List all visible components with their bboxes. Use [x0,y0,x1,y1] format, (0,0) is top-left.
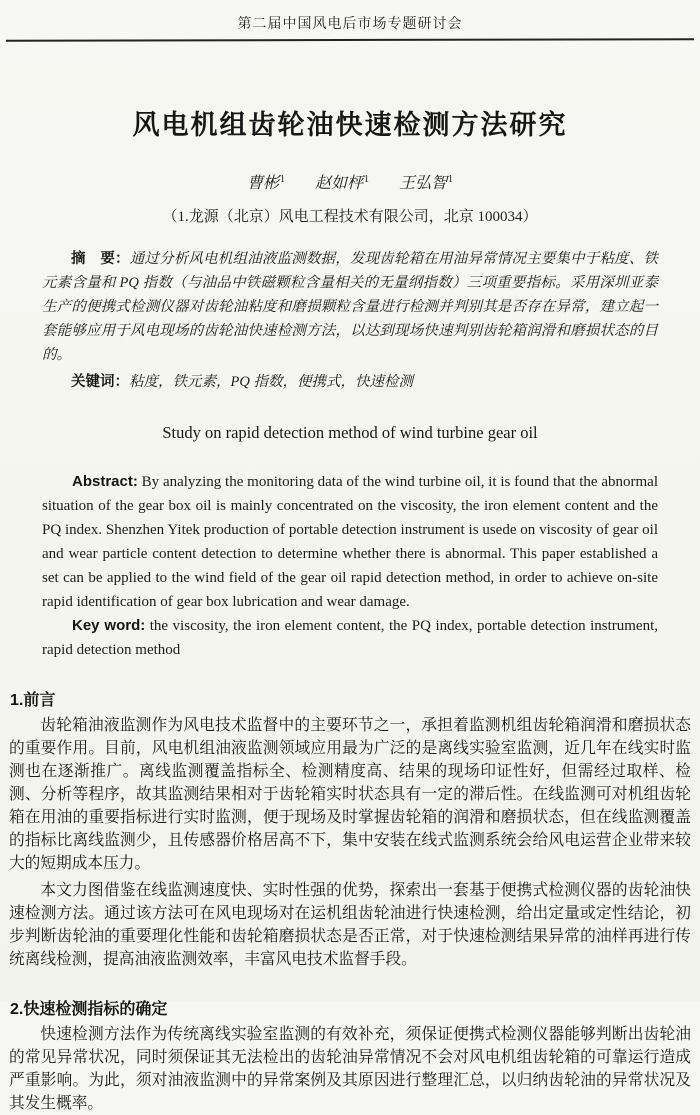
english-title: Study on rapid detection method of wind turbine gear oil [162,423,538,442]
author-list [0,170,700,193]
abstract-en [42,470,658,614]
abstract-label: 摘 要： [71,251,130,267]
abstract-cn [42,247,658,367]
keywords-en [42,614,658,662]
author-affiliation-marker: 1 [279,173,285,185]
author [247,175,285,192]
paper-title: 风电机组齿轮油快速检测方法研究 [132,110,568,140]
running-head: 第二届中国风电后市场专题研讨会 [237,17,463,32]
section-heading-2: 2.快速检测指标的确定 [10,1001,168,1018]
author [399,175,453,192]
author-affiliation-marker: 1 [448,173,454,185]
author [315,175,369,192]
author-name: 王弘智 [399,175,448,192]
keywords-cn [42,370,658,394]
abstract-en-label: Abstract: [72,473,138,490]
keywords-en-text: the viscosity, the iron element content, the PQ index, portable detection instrument, rapid detection method [42,618,659,658]
author-name: 曹彬 [246,175,279,192]
abstract-en-text: By analyzing the monitoring data of the wind turbine oil, it is found that the abnormal situation of the gear box oil is mainly concentrated on the viscosity, the iron element content and the PQ index. Shenzhen Yitek production of portable detection instrument is usede on viscosity of gear oil and wear particle content detection to determine whether there is abnormal. This paper established a set can be applied to the wind field of the gear oil rapid detection method, in order to achieve on-site rapid identification of gear box lubrication and wear damage. [42,474,658,610]
author-affiliation-marker: 1 [364,173,369,185]
keywords-label: 关键词： [71,374,129,390]
keywords-en-label: Key word: [72,617,146,634]
paragraph: 齿轮箱油液监测作为风电技术监督中的主要环节之一，承担着监测机组齿轮箱润滑和磨损状态的重要作用。目前，风电机组油液监测领域应用最为广泛的是离线实验室监测，近几年在线实时监测也在逐渐推广。离线监测覆盖指标全、检测精度高、结果的现场印证性好，但需经过取样、检测、分析等程序，故其监测结果相对于齿轮箱实时状态具有一定的滞后性。在线监测可对机组齿轮箱在用油的重要指标进行实时监测，便于现场及时掌握齿轮箱的润滑和磨损状态，但在线监测覆盖的指标比离线监测少，且传感器价格居高不下，集中安装在线式监测系统会给风电运营企业带来较大的短期成本压力。 [9,717,691,872]
author-name: 赵如枰 [314,175,363,192]
paragraph: 本文力图借鉴在线监测速度快、实时性强的优势，探索出一套基于便携式检测仪器的齿轮油快速检测方法。通过该方法可在风电现场对在运机组齿轮油进行快速检测，给出定量或定性结论，初步判断齿轮油的重要理化性能和齿轮箱磨损状态是否正常，对于快速检测结果异常的油样再进行传统离线检测，提高油液监测效率，丰富风电技术监督手段。 [9,882,691,968]
section-heading-1: 1.前言 [10,692,56,709]
keywords-text: 粘度，铁元素，PQ 指数，便携式，快速检测 [129,374,413,390]
paragraph: 快速检测方法作为传统离线实验室监测的有效补充，须保证便携式检测仪器能够判断出齿轮油的常见异常状况，同时须保证其无法检出的齿轮油异常情况不会对风电机组齿轮箱的可靠运行造成严重影响。为此，须对油液监测中的异常案例及其原因进行整理汇总，以归纳齿轮油的异常状况及其发生概率。 [9,1026,691,1112]
header-rule [6,38,694,41]
affiliation: （1.龙源（北京）风电工程技术有限公司，北京 100034） [162,209,538,225]
abstract-text: 通过分析风电机组油液监测数据，发现齿轮箱在用油异常情况主要集中于粘度、铁元素含量和 PQ 指数（与油品中铁磁颗粒含量相关的无量纲指数）三项重要指标。采用深圳亚泰生产的便携式检测仪器对齿轮油粘度和磨损颗粒含量进行检测并判别其是否存在异常，建立起一套能够应用于风电现场的齿轮油快速检测方法，以达到现场快速判别齿轮箱润滑和磨损状态的目的。 [42,251,658,363]
